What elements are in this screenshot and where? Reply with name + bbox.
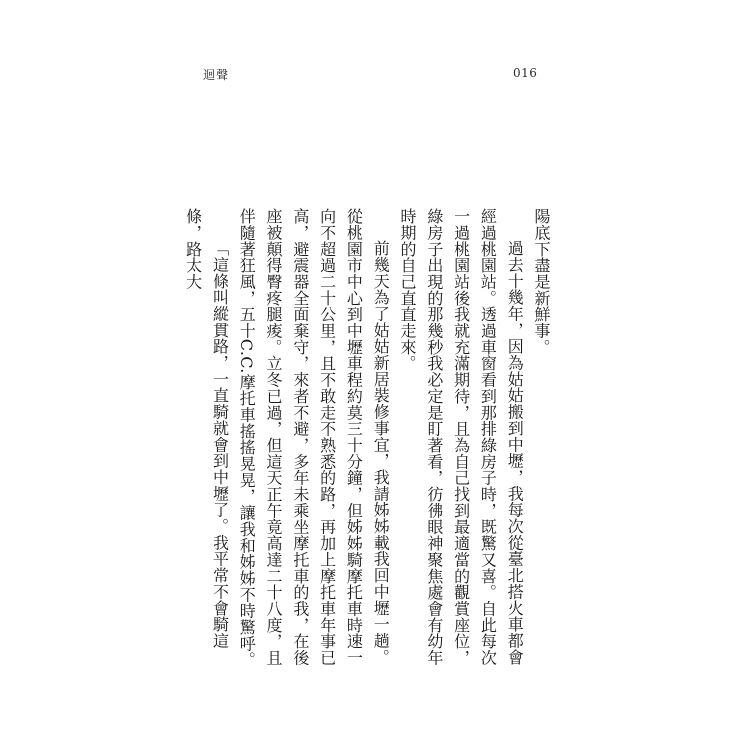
page-number: 016 <box>513 66 538 80</box>
body-text <box>183 208 554 678</box>
paragraph-dialogue: 「這條叫縱貫路，一直騎就會到中壢了。我平常不會騎這條，路太大 <box>183 208 230 649</box>
paragraph: 前幾天為了姑姑新居裝修事宜，我請姊姊載我回中壢一趟。從桃園市中心到中壢車程約莫三十分鐘，但姊姊騎摩托車時速一向不超過二十公里，且不敢走不熟悉的路，再加上摩托車年事已高，避震器全面棄守，來者不避，多年未乘坐摩托車的我，在後座被顛得臀疼腿痠。立冬已過，但這天正午竟高達二十八度，且伴隨著狂風，五十C.C.摩托車搖搖晃晃，讓我和姊姊不時驚呼。 <box>237 208 391 669</box>
paragraph-continuation: 陽底下盡是新鮮事。 <box>532 208 551 356</box>
running-title: 迴聲 <box>203 68 230 82</box>
paragraph: 過去十幾年，因為姑姑搬到中壢，我每次從臺北搭火車都會經過桃園站。透過車窗看到那排綠房子時，既驚又喜。自此每次一過桃園站後我就充滿期待，且為自己找到最適當的觀賞座位，綠房子出現的那幾秒我必定是盯著看，彷彿眼神聚焦處會有幼年時期的自己直直走來。 <box>398 208 525 666</box>
